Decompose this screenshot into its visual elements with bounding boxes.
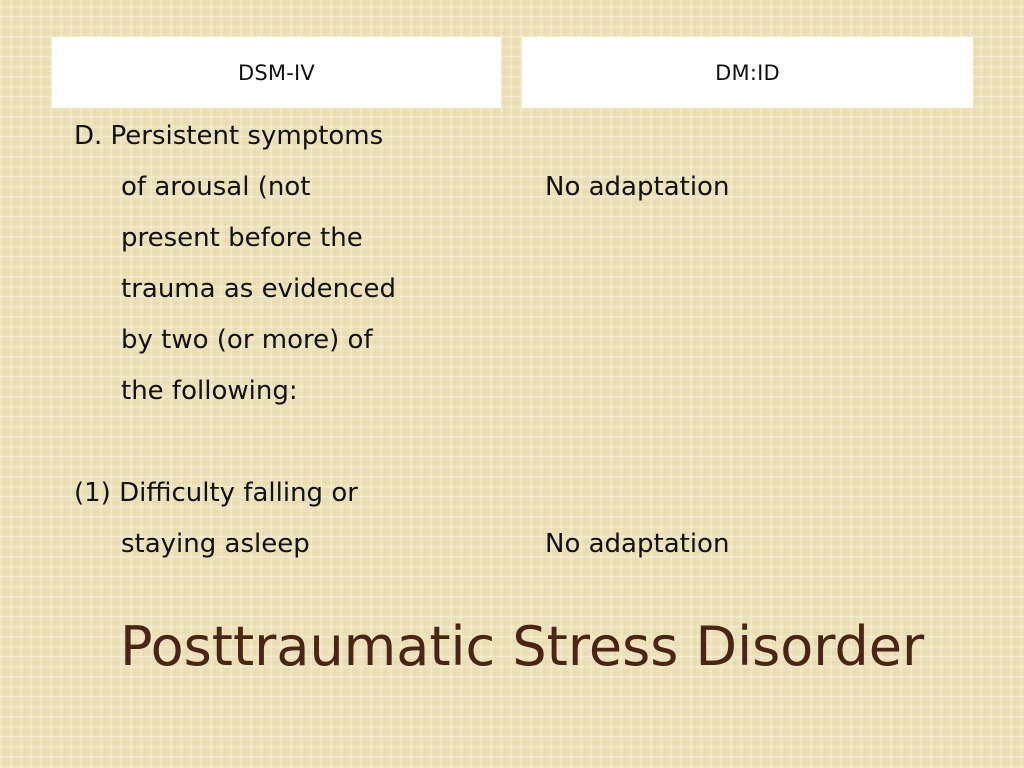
dm-id-adaptation-criterion-d: No adaptation [545,172,730,202]
criterion-d-line-5: by two (or more) of [121,325,373,355]
table-header-dsm-iv: DSM-IV [52,37,501,108]
table-header-dm-id: DM:ID [522,37,973,108]
criterion-d-line-3: present before the [121,223,363,253]
dm-id-adaptation-criterion-1: No adaptation [545,529,730,559]
criterion-d-line-1: D. Persistent symptoms [74,121,384,151]
criterion-d-line-6: the following: [121,376,298,406]
slide-title: Posttraumatic Stress Disorder [120,615,925,678]
criterion-1-line-1: (1) Difficulty falling or [74,478,358,508]
criterion-1-line-2: staying asleep [121,529,310,559]
criterion-d-line-4: trauma as evidenced [121,274,396,304]
criterion-d-line-2: of arousal (not [121,172,311,202]
